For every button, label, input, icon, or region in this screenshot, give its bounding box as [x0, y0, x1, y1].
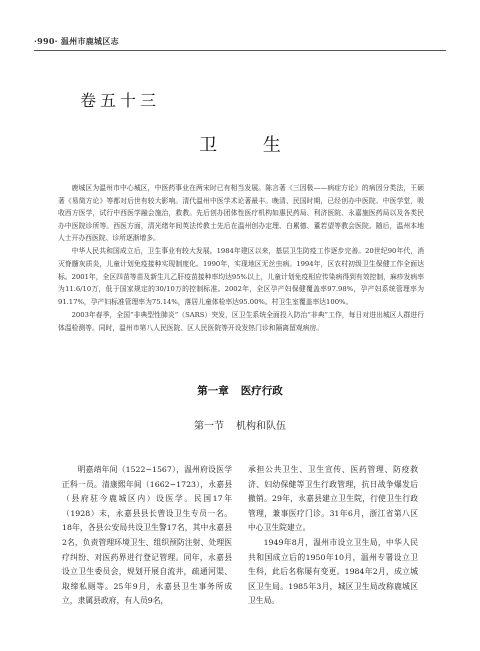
subsection-heading [0, 417, 480, 432]
intro-text [58, 182, 424, 335]
running-head: ·990· 温州市鹿城区志 [34, 36, 119, 46]
body-column-left [62, 463, 232, 609]
intro-paragraph: 鹿城区为温州市中心城区，中医药事业在两宋时已有相当发展。陈言著《三因极——病症方论》的病因分类法，王硕著《易简方论》等都对后世有较大影响。清代温州中医学术论著最丰。晚清、民国时期，已经创办中医院、中医学堂，吸收西方医学，试行中西医学融会施治，救教。先后创办团体性医疗机构如惠民药局、利济医院、永嘉施医药局以及各类民办中医院诊所等。西医方面，清光绪年间英法传教士先后在温州创办定理、白累德、董若望等教会医院。随后，温州本地人士开办西医院、诊所逐渐增多。 [58, 184, 424, 243]
section-title: 卫 生 [199, 135, 301, 156]
chapter-number: 第一章 [197, 385, 229, 397]
subsection-number: 第一节 [194, 421, 224, 432]
intro-paragraph: 中华人民共和国成立后，卫生事业有较大发展。1984年建区以来，基层卫生防疫工作逐步完善。20世纪90年代，消灭脊髓灰质炎，儿童计划免疫接种实现制度化。1990年，实现地区无丝虫病。1994年，区农村初级卫生保健工作全面达标。2001年，全区四苗等苗及新生儿乙肝疫苗接种率均达95%以上，儿童计划免疫相应传染病得到有效控制，麻疹发病率为11.6/10万，低于国家规定的30/10万的控制标准。2002年，全区孕产妇保健覆盖率97.98%，孕产妇系统管理率为91.17%，孕产妇标准管理率为75.14%，落居儿童体检率达95.00%。村卫生室覆盖率达100%。 [58, 247, 424, 306]
chapter-heading [0, 383, 480, 398]
intro-paragraph: 2003年春季，全国“非典型性肺炎”（SARS）突发，区卫生系统全面投入防治“非典”工作，每日对进出城区人群进行体温检测等。同时，温州市第八人民医院、区人民医院等开设发热门诊和隔离留观病房。 [58, 310, 424, 332]
volume-title: 卷五十三 [80, 91, 161, 110]
body-paragraph: 1949年8月，温州市设立卫生局，中华人民共和国成立后的1950年10月，温州专署设立卫生科，此后名称屡有变更。1984年2月，成立城区卫生局。1985年3月，城区卫生局改称鹿城区卫生局。 [248, 537, 418, 606]
subsection-title: 机构和队伍 [236, 421, 286, 432]
body-column-right [248, 463, 418, 609]
chapter-title: 医疗行政 [240, 385, 283, 397]
header-rule [34, 50, 446, 51]
body-paragraph-continued: 承担公共卫生、卫生宣传、医药管理、防疫救济、妇幼保健等卫生行政管理，抗日战争爆发后撤销。29年，永嘉县建立卫生院，行使卫生行政管理，兼事医疗门诊。31年6月，浙江省第八区中心卫生院建立。 [248, 465, 418, 533]
body-paragraph: 明嘉靖年间（1522~1567），温州府设医学正科一员。清康熙年间（1662~1723），永嘉县（县府驻今鹿城区内）设医学。民国17年（1928）末，永嘉县县长曾设卫生专员一名。18年，各县公安局共设卫生警17名，其中永嘉县2名，负责管理环境卫生、组织预防注射、处理医疗纠纷、对医药界进行登记管理。同年，永嘉县设立卫生委员会，规划开展自流井，疏通河渠、取缔私厕等。25年9月，永嘉县卫生事务所成立，隶属县政府，有人员9名， [62, 465, 232, 606]
